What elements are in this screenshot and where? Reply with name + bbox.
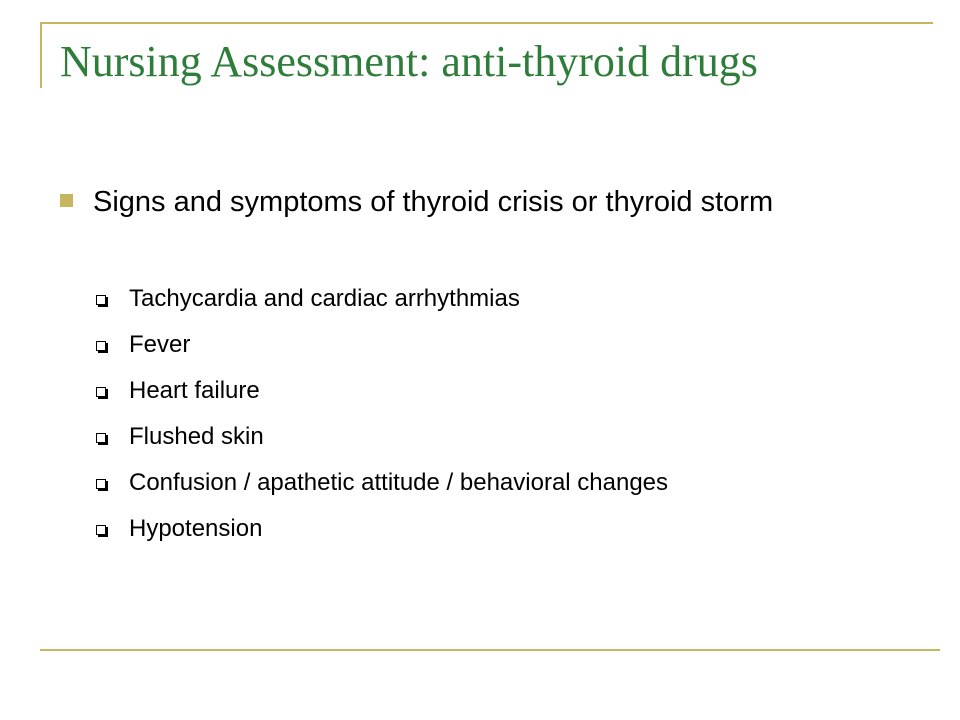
checkbox-bullet-icon [96,387,106,397]
square-bullet-icon [60,194,73,207]
checkbox-bullet-icon [96,433,106,443]
sub-bullet-list [96,282,856,558]
sub-bullet-item [96,420,856,453]
sub-bullet-item [96,282,856,315]
left-border-line [40,22,42,88]
bottom-border-line [40,649,940,651]
sub-bullet-text: Heart failure [129,377,260,404]
sub-bullet-text: Flushed skin [129,423,264,450]
sub-bullet-text: Fever [129,331,191,358]
sub-bullet-item [96,512,856,545]
sub-bullet-item [96,374,856,407]
checkbox-bullet-icon [96,525,106,535]
checkbox-bullet-icon [96,295,106,305]
checkbox-bullet-icon [96,341,106,351]
sub-bullet-text: Confusion / apathetic attitude / behavioral changes [129,469,669,496]
top-border-line [40,22,933,24]
sub-bullet-item [96,328,856,361]
checkbox-bullet-icon [96,479,106,489]
sub-bullet-text: Hypotension [129,515,263,542]
slide-title: Nursing Assessment: anti-thyroid drugs [60,37,758,86]
sub-bullet-item [96,466,856,499]
main-bullet-text: Signs and symptoms of thyroid crisis or thyroid storm [93,186,774,218]
sub-bullet-text: Tachycardia and cardiac arrhythmias [129,285,520,312]
